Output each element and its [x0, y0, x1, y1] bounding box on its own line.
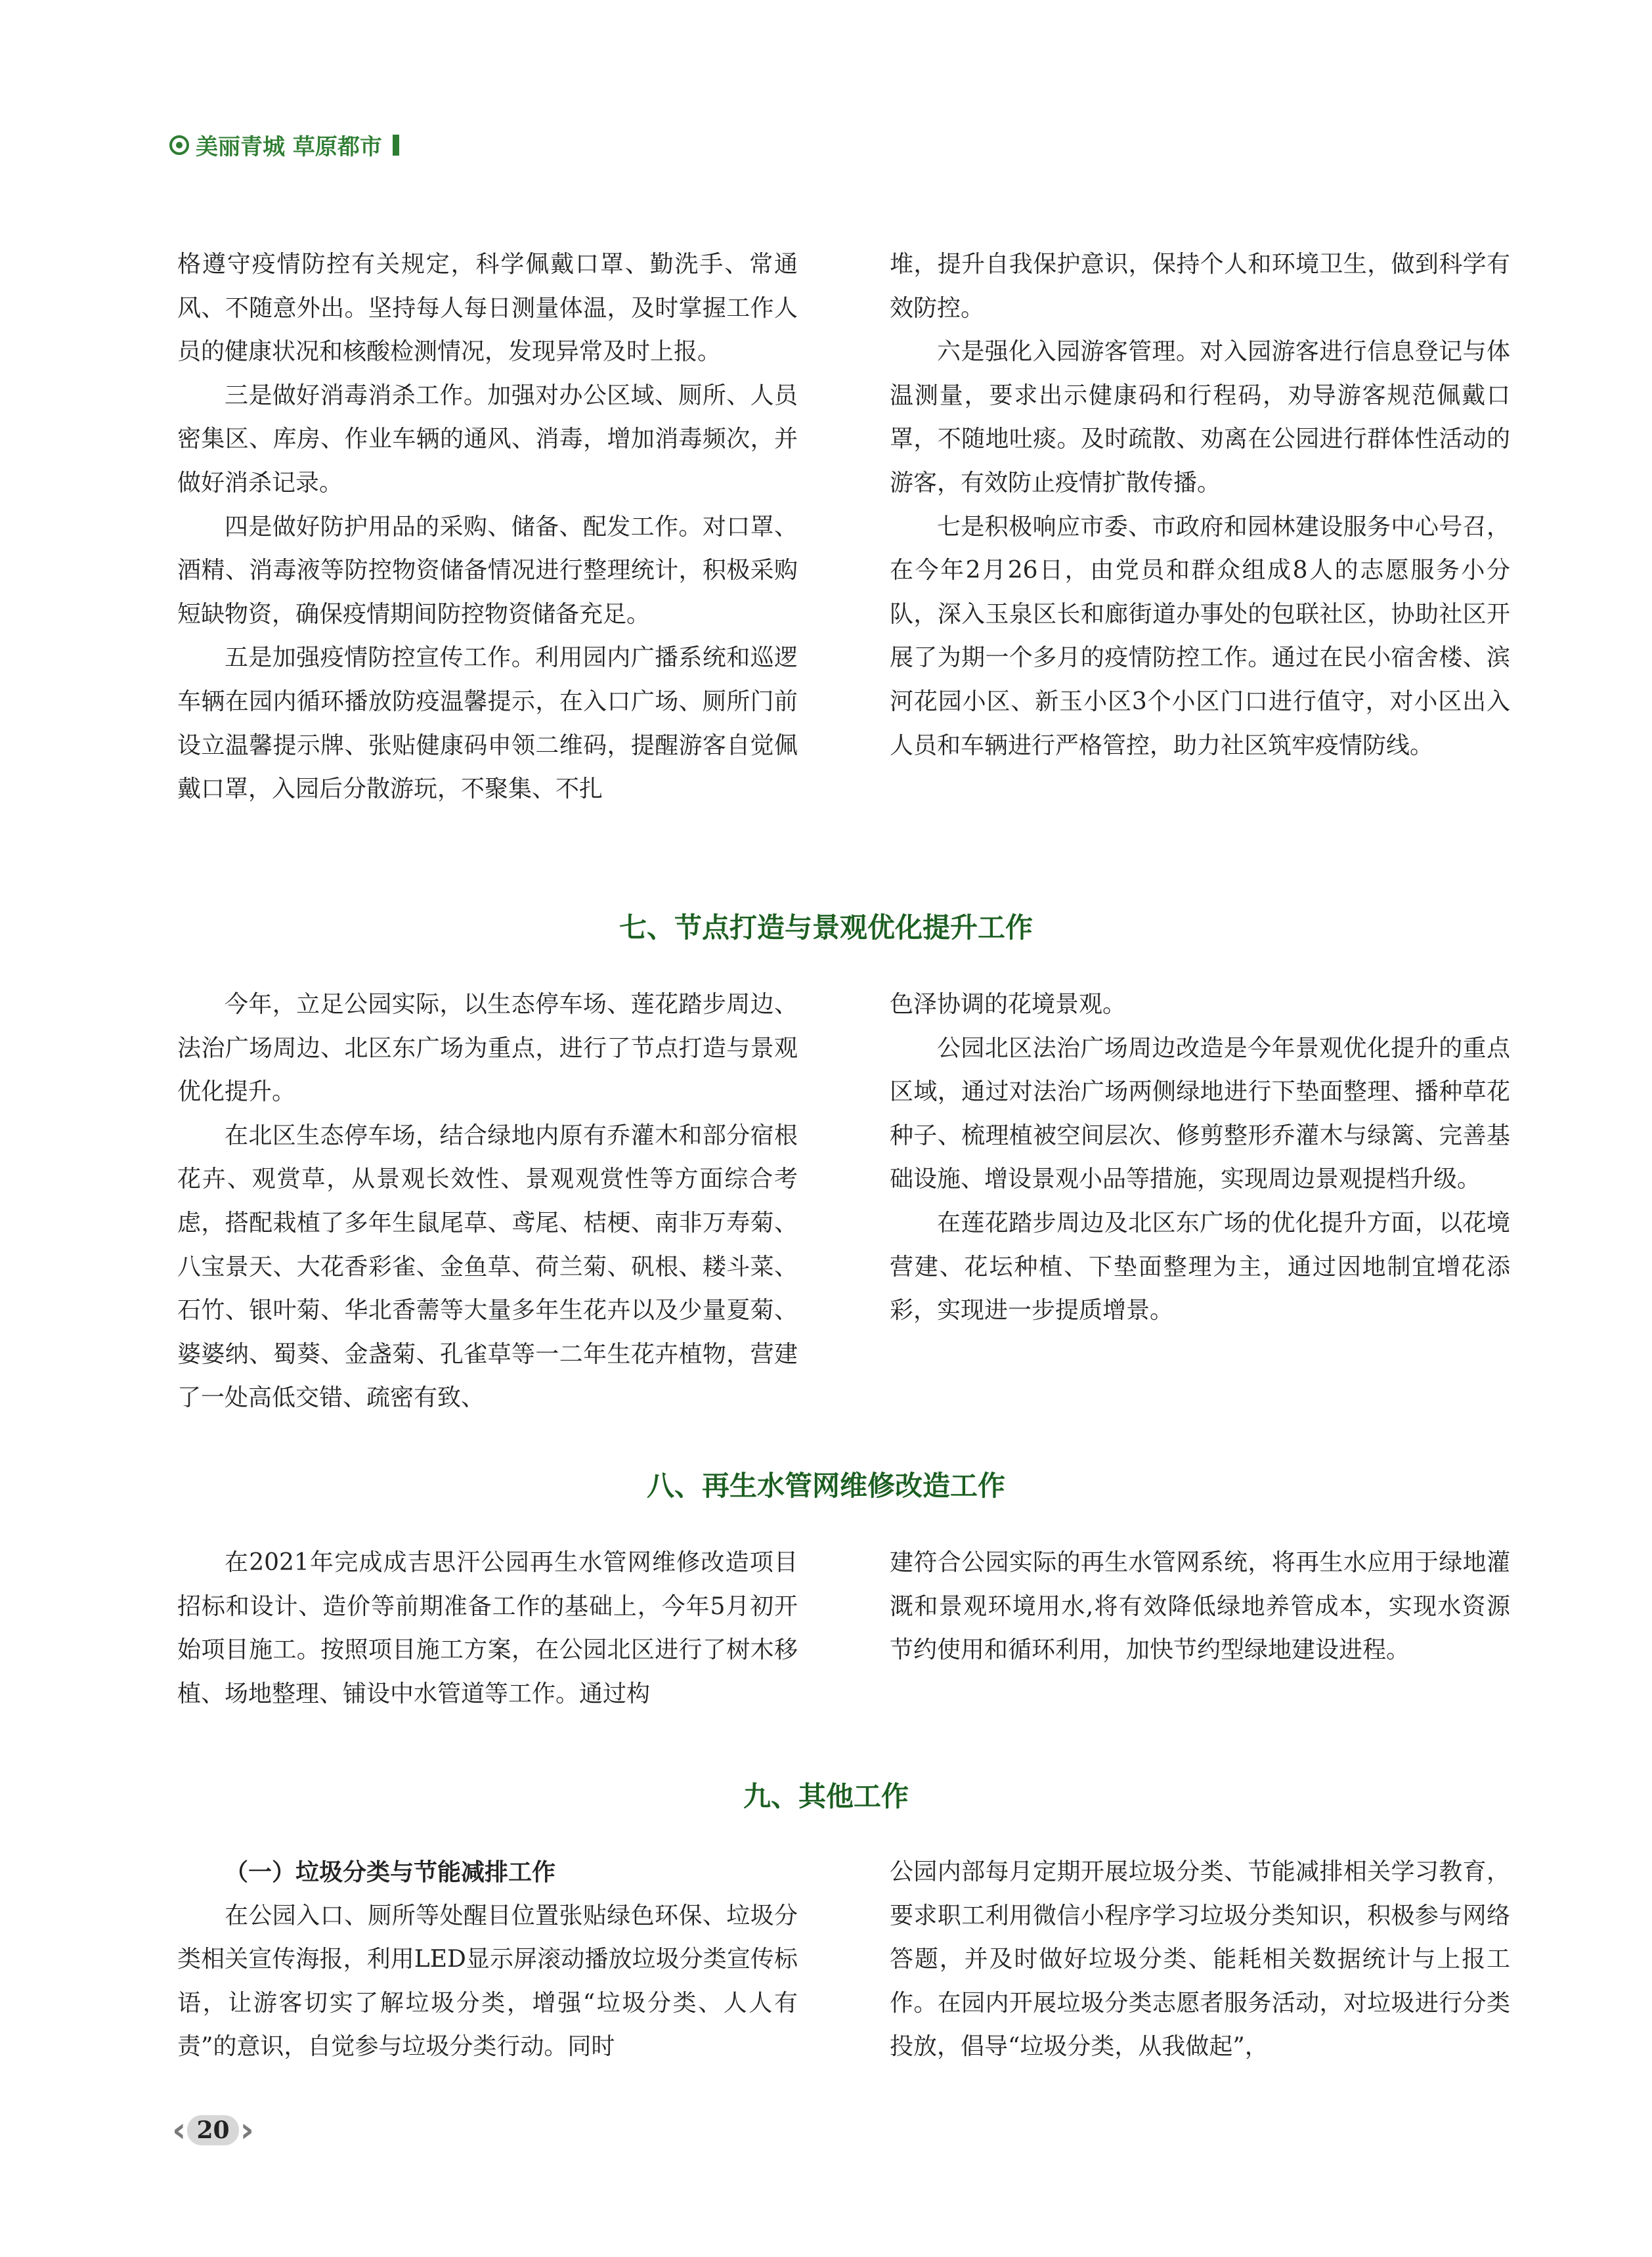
paragraph: 公园内部每月定期开展垃圾分类、节能减排相关学习教育，要求职工利用微信小程序学习垃圾分类知识，积极参与网络答题，并及时做好垃圾分类、能耗相关数据统计与上报工作。在园内开展垃圾分类志愿者服务活动，对垃圾进行分类投放，倡导“垃圾分类，从我做起”，	[890, 1858, 1510, 2061]
chevron-right-icon: ›	[240, 2111, 254, 2150]
paragraph: 四是做好防护用品的采购、储备、配发工作。对口罩、酒精、消毒液等防控物资储备情况进行整理统计，积极采购短缺物资，确保疫情期间防控物资储备充足。	[177, 513, 798, 628]
paragraph: 今年，立足公园实际，以生态停车场、莲花踏步周边、法治广场周边、北区东广场为重点，进行了节点打造与景观优化提升。	[177, 991, 798, 1106]
paragraph: 格遵守疫情防控有关规定，科学佩戴口罩、勤洗手、常通风、不随意外出。坚持每人每日测量体温，及时掌握工作人员的健康状况和核酸检测情况，发现异常及时上报。	[177, 251, 798, 366]
paragraph: 堆，提升自我保护意识，保持个人和环境卫生，做到科学有效防控。	[890, 251, 1510, 322]
paragraph: 三是做好消毒消杀工作。加强对办公区域、厕所、人员密集区、库房、作业车辆的通风、消毒，增加消毒频次，并做好消杀记录。	[177, 382, 798, 496]
subheading: （一）垃圾分类与节能减排工作	[225, 1858, 556, 1886]
section-top	[177, 243, 1510, 812]
right-column	[890, 1541, 1510, 1716]
paragraph: 在2021年完成成吉思汗公园再生水管网维修改造项目招标和设计、造价等前期准备工作的基础上，今年5月初开始项目施工。按照项目施工方案，在公园北区进行了树木移植、场地整理、铺设中水管道等工作。通过构	[177, 1549, 798, 1707]
paragraph: 七是积极响应市委、市政府和园林建设服务中心号召，在今年2月26日，由党员和群众组成8人的志愿服务小分队，深入玉泉区长和廊街道办事处的包联社区，协助社区开展了为期一个多月的疫情防控工作。通过在民小宿舍楼、滨河花园小区、新玉小区3个小区门口进行值守，对小区出入人员和车辆进行严格管控，助力社区筑牢疫情防线。	[890, 513, 1510, 759]
section-heading-9: 九、其他工作	[743, 1780, 909, 1812]
right-column	[890, 1851, 1510, 2069]
paragraph: 六是强化入园游客管理。对入园游客进行信息登记与体温测量，要求出示健康码和行程码，劝导游客规范佩戴口罩，不随地吐痰。及时疏散、劝离在公园进行群体性活动的游客，有效防止疫情扩散传播。	[890, 338, 1510, 496]
running-header	[169, 129, 399, 161]
chevron-left-icon: ‹	[172, 2111, 186, 2150]
paragraph: 五是加强疫情防控宣传工作。利用园内广播系统和巡逻车辆在园内循环播放防疫温馨提示，在入口广场、厕所门前设立温馨提示牌、张贴健康码申领二维码，提醒游客自觉佩戴口罩，入园后分散游玩，不聚集、不扎	[177, 644, 798, 803]
paragraph: 在北区生态停车场，结合绿地内原有乔灌木和部分宿根花卉、观赏草，从景观长效性、景观观赏性等方面综合考虑，搭配栽植了多年生鼠尾草、鸢尾、桔梗、南非万寿菊、八宝景天、大花香彩雀、金鱼草、荷兰菊、矾根、耧斗菜、石竹、银叶菊、华北香薷等大量多年生花卉以及少量夏菊、婆婆纳、蜀葵、金盏菊、孔雀草等一二年生花卉植物，营建了一处高低交错、疏密有致、	[177, 1122, 798, 1412]
circle-logo-icon	[169, 135, 189, 155]
section-heading-7: 七、节点打造与景观优化提升工作	[619, 911, 1033, 944]
header-title: 美丽青城 草原都市	[196, 134, 382, 160]
section-heading-8: 八、再生水管网维修改造工作	[646, 1470, 1005, 1502]
paragraph: 建符合公园实际的再生水管网系统，将再生水应用于绿地灌溉和景观环境用水,将有效降低绿地养管成本，实现水资源节约使用和循环利用，加快节约型绿地建设进程。	[890, 1549, 1510, 1664]
left-column	[177, 243, 798, 812]
header-bar-mark	[393, 135, 399, 156]
left-column	[177, 1851, 798, 2069]
paragraph: 在莲花踏步周边及北区东广场的优化提升方面，以花境营建、花坛种植、下垫面整理为主，通过因地制宜增花添彩，实现进一步提质增景。	[890, 1209, 1510, 1325]
paragraph: 在公园入口、厕所等处醒目位置张贴绿色环保、垃圾分类相关宣传海报，利用LED显示屏滚动播放垃圾分类宣传标语，让游客切实了解垃圾分类，增强“垃圾分类、人人有责”的意识，自觉参与垃圾分类行动。同时	[177, 1902, 798, 2061]
left-column	[177, 983, 798, 1420]
section-7	[177, 983, 1510, 1420]
section-8	[177, 1541, 1510, 1716]
paragraph: 公园北区法治广场周边改造是今年景观优化提升的重点区域，通过对法治广场两侧绿地进行下垫面整理、播种草花种子、梳理植被空间层次、修剪整形乔灌木与绿篱、完善基础设施、增设景观小品等措施，实现周边景观提档升级。	[890, 1034, 1510, 1193]
right-column	[890, 983, 1510, 1420]
page-number: 20	[187, 2115, 238, 2145]
right-column	[890, 243, 1510, 812]
paragraph: 色泽协调的花境景观。	[890, 991, 1127, 1018]
left-column	[177, 1541, 798, 1716]
page-number-badge	[172, 2111, 254, 2150]
section-9	[177, 1851, 1510, 2069]
